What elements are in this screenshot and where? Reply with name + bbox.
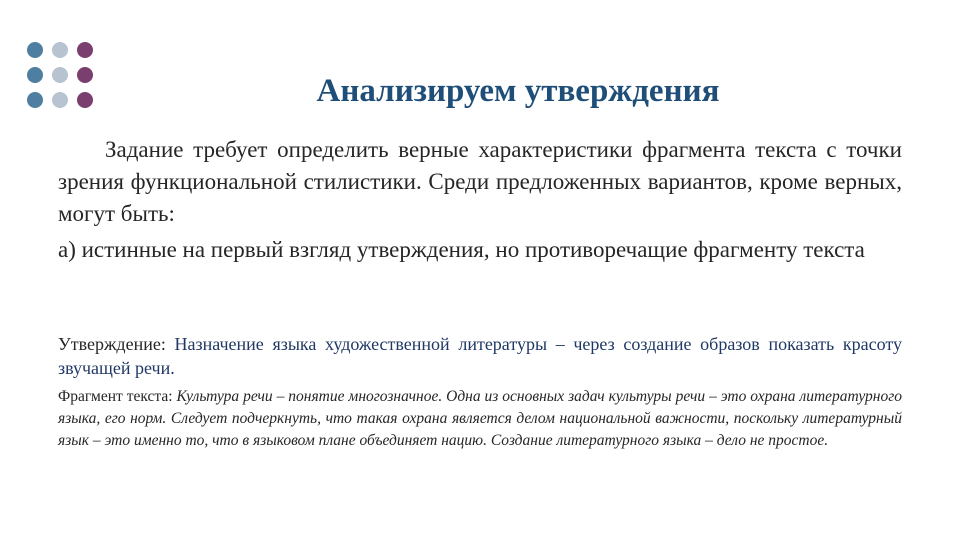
option-a: а) истинные на первый взгляд утверждения, но противоречащие фрагменту текста: [58, 237, 865, 262]
claim-label: Утверждение:: [58, 334, 166, 354]
dot-icon: [77, 92, 93, 108]
fragment-text: Культура речи – понятие многозначное. Одна из основных задач культуры речи – это охрана литературного языка, его норм. Следует подчеркнуть, что такая охрана является делом национальной важности, поскольку литературный язык – это именно то, что в языковом плане объединяет нацию. Создание литературного языка – дело не простое.: [58, 388, 902, 449]
dot-icon: [27, 42, 43, 58]
dot-icon: [52, 92, 68, 108]
claim-text: Назначение языка художественной литературы – через создание образов показать красоту звучащей речи.: [58, 334, 903, 378]
fragment-label: Фрагмент текста:: [58, 388, 173, 405]
dot-icon: [27, 92, 43, 108]
decorative-dots: [27, 42, 93, 108]
task-description: Задание требует определить верные характеристики фрагмента текста с точки зрения функциональной стилистики. Среди предложенных вариантов, кроме верных, могут быть:: [58, 137, 902, 226]
dot-icon: [27, 67, 43, 83]
dot-icon: [52, 42, 68, 58]
dot-icon: [77, 42, 93, 58]
claim: [58, 332, 902, 380]
dot-icon: [77, 67, 93, 83]
slide-title: Анализируем утверждения: [316, 73, 720, 110]
dot-icon: [52, 67, 68, 83]
text-fragment: [58, 386, 902, 452]
